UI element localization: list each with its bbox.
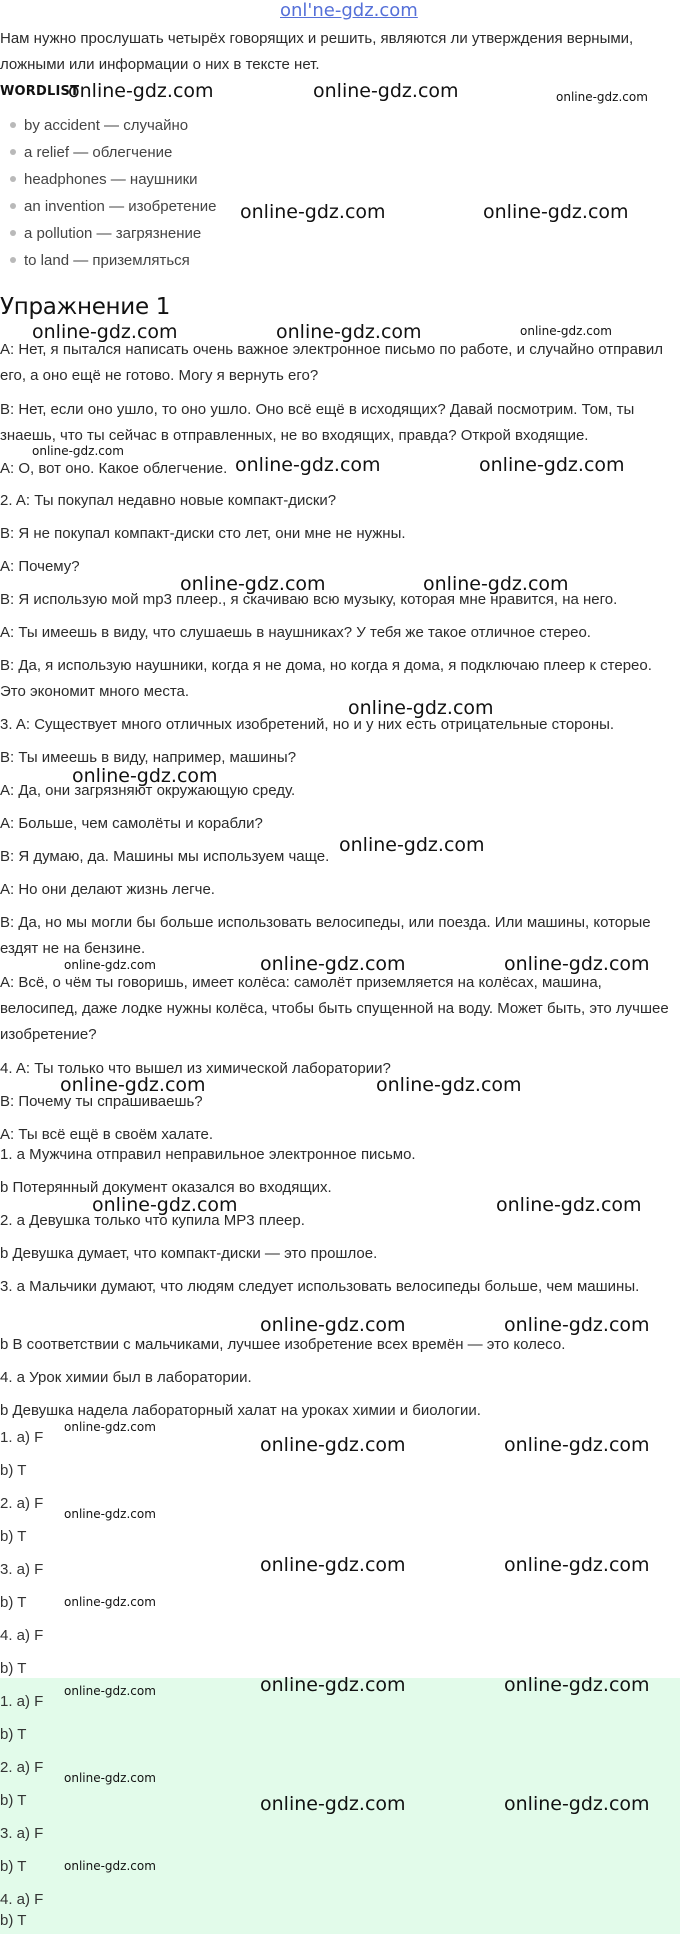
bullet-icon xyxy=(10,203,16,209)
wordlist-item: by accident — случайно xyxy=(10,113,680,139)
answer-line: 4. a) F xyxy=(0,1627,44,1644)
watermark: online-gdz.com xyxy=(260,1314,406,1336)
watermark: online-gdz.com xyxy=(260,1674,406,1696)
watermark: online-gdz.com xyxy=(496,1194,642,1216)
dialogue-line: A: Нет, я пытался написать очень важное электронное письмо по работе, и случайно отправил его, а оно ещё не готово. Могу я вернуть его? xyxy=(0,341,664,384)
watermark: online-gdz.com xyxy=(64,1420,156,1434)
statement-line: b Девушка надела лабораторный халат на уроках химии и биологии. xyxy=(0,1402,481,1419)
dialogue-line: B: Ты имеешь в виду, например, машины? xyxy=(0,749,297,766)
watermark: online-gdz.com xyxy=(240,201,386,223)
dialogue-line: A: Да, они загрязняют окружающую среду. xyxy=(0,782,296,799)
bullet-icon xyxy=(10,176,16,182)
watermark: online-gdz.com xyxy=(504,953,650,975)
statement-line: b Девушка думает, что компакт-диски — это прошлое. xyxy=(0,1245,378,1262)
dialogue-line: B: Да, но мы могли бы больше использовать велосипеды, или поезда. Или машины, которые ездят не на бензине. xyxy=(0,914,651,957)
watermark: online-gdz.com xyxy=(348,697,494,719)
exercise-title: Упражнение 1 xyxy=(0,294,171,320)
answer-line-highlighted: 1. a) F xyxy=(0,1693,44,1710)
dialogue-line: A: Почему? xyxy=(0,558,80,575)
top-watermark: onl'ne-gdz.com xyxy=(280,0,418,21)
watermark: online-gdz.com xyxy=(260,1434,406,1456)
watermark: online-gdz.com xyxy=(92,1194,238,1216)
watermark: online-gdz.com xyxy=(479,454,625,476)
statement-line: 4. a Урок химии был в лаборатории. xyxy=(0,1369,252,1386)
watermark: online-gdz.com xyxy=(313,80,459,102)
watermark: online-gdz.com xyxy=(339,834,485,856)
wordlist-item: headphones — наушники xyxy=(10,167,680,193)
answer-line: b) T xyxy=(0,1462,27,1479)
statement-line: 3. a Мальчики думают, что людям следует использовать велосипеды больше, чем машины. xyxy=(0,1278,640,1295)
dialogue-line: A: Но они делают жизнь легче. xyxy=(0,881,215,898)
answer-line-highlighted: 2. a) F xyxy=(0,1759,44,1776)
watermark: online-gdz.com xyxy=(376,1074,522,1096)
answer-line: 1. a) F xyxy=(0,1429,44,1446)
watermark: online-gdz.com xyxy=(504,1793,650,1815)
watermark: online-gdz.com xyxy=(235,454,381,476)
watermark: online-gdz.com xyxy=(60,1074,206,1096)
watermark: online-gdz.com xyxy=(504,1434,650,1456)
answer-line-highlighted: 3. a) F xyxy=(0,1825,44,1842)
watermark: online-gdz.com xyxy=(72,765,218,787)
watermark: online-gdz.com xyxy=(483,201,629,223)
watermark: online-gdz.com xyxy=(180,573,326,595)
watermark: online-gdz.com xyxy=(64,1771,156,1785)
wordlist-item: to land — приземляться xyxy=(10,248,680,274)
bullet-icon xyxy=(10,230,16,236)
watermark: online-gdz.com xyxy=(64,958,156,972)
dialogue-line: A: Больше, чем самолёты и корабли? xyxy=(0,815,263,832)
statement-line: 1. a Мужчина отправил неправильное электронное письмо. xyxy=(0,1146,416,1163)
dialogue-line: B: Нет, если оно ушло, то оно ушло. Оно всё ещё в исходящих? Давай посмотрим. Том, ты знаешь, что ты сейчас в отправленных, не во входящих, правда? Открой входящие. xyxy=(0,401,635,444)
dialogue-line: B: Да, я использую наушники, когда я не дома, но когда я дома, я подключаю плеер к стерео. Это экономит много места. xyxy=(0,657,652,700)
bullet-icon xyxy=(10,122,16,128)
dialogue-line: B: Я использую мой mp3 плеер., я скачиваю всю музыку, которая мне нравится, на него. xyxy=(0,591,618,608)
statement-line: 2. a Девушка только что купила MP3 плеер. xyxy=(0,1212,305,1229)
dialogue-line: A: Ты имеешь в виду, что слушаешь в наушниках? У тебя же такое отличное стерео. xyxy=(0,624,591,641)
statement-line: b Потерянный документ оказался во входящих. xyxy=(0,1179,332,1196)
dialogue-line: 3. A: Существует много отличных изобретений, но и у них есть отрицательные стороны. xyxy=(0,716,615,733)
intro-text: Нам нужно прослушать четырёх говорящих и решить, являются ли утверждения верными, ложными или информации о них в тексте нет. xyxy=(0,30,634,73)
wordlist-title: WORDLIST xyxy=(0,84,80,99)
watermark: online-gdz.com xyxy=(504,1674,650,1696)
dialogue-line: A: Всё, о чём ты говоришь, имеет колёса: самолёт приземляется на колёсах, машина, велосипед, даже лодке нужны колёса, чтобы быть спущенной на воду. Может быть, это лучшее изобретение? xyxy=(0,974,669,1043)
dialogue-line: 2. A: Ты покупал недавно новые компакт-диски? xyxy=(0,492,337,509)
answer-line-highlighted: b) T xyxy=(0,1858,27,1875)
watermark: online-gdz.com xyxy=(520,324,612,338)
wordlist-item: a pollution — загрязнение xyxy=(10,221,680,247)
wordlist-item: an invention — изобретение xyxy=(10,194,680,220)
answer-line-highlighted: 4. a) F xyxy=(0,1891,44,1908)
dialogue-line: A: О, вот оно. Какое облегчение. xyxy=(0,460,228,477)
watermark: online-gdz.com xyxy=(504,1314,650,1336)
answer-line-highlighted: b) T xyxy=(0,1912,27,1929)
answer-line-highlighted: b) T xyxy=(0,1792,27,1809)
answer-line: b) T xyxy=(0,1528,27,1545)
bullet-icon xyxy=(10,257,16,263)
watermark: online-gdz.com xyxy=(260,1793,406,1815)
watermark: online-gdz.com xyxy=(556,90,648,104)
dialogue-line: B: Почему ты спрашиваешь? xyxy=(0,1093,203,1110)
watermark: online-gdz.com xyxy=(64,1684,156,1698)
watermark: online-gdz.com xyxy=(64,1859,156,1873)
dialogue-line: B: Я не покупал компакт-диски сто лет, они мне не нужны. xyxy=(0,525,406,542)
dialogue-line: A: Ты всё ещё в своём халате. xyxy=(0,1126,214,1143)
watermark: online-gdz.com xyxy=(68,80,214,102)
watermark: online-gdz.com xyxy=(423,573,569,595)
wordlist-item: a relief — облегчение xyxy=(10,140,680,166)
watermark: online-gdz.com xyxy=(504,1554,650,1576)
answer-line: b) T xyxy=(0,1594,27,1611)
watermark: online-gdz.com xyxy=(64,1507,156,1521)
watermark: online-gdz.com xyxy=(64,1595,156,1609)
answer-line: 2. a) F xyxy=(0,1495,44,1512)
watermark: online-gdz.com xyxy=(260,953,406,975)
dialogue-line: B: Я думаю, да. Машины мы используем чаще. xyxy=(0,848,330,865)
statement-line: b В соответствии с мальчиками, лучшее изобретение всех времён — это колесо. xyxy=(0,1336,566,1353)
answer-line: b) T xyxy=(0,1660,27,1677)
dialogue-line: 4. A: Ты только что вышел из химической лаборатории? xyxy=(0,1060,391,1077)
watermark: online-gdz.com xyxy=(260,1554,406,1576)
watermark: online-gdz.com xyxy=(276,321,422,343)
bullet-icon xyxy=(10,149,16,155)
answer-line-highlighted: b) T xyxy=(0,1726,27,1743)
watermark: online-gdz.com xyxy=(32,444,124,458)
watermark: online-gdz.com xyxy=(32,321,178,343)
answer-line: 3. a) F xyxy=(0,1561,44,1578)
